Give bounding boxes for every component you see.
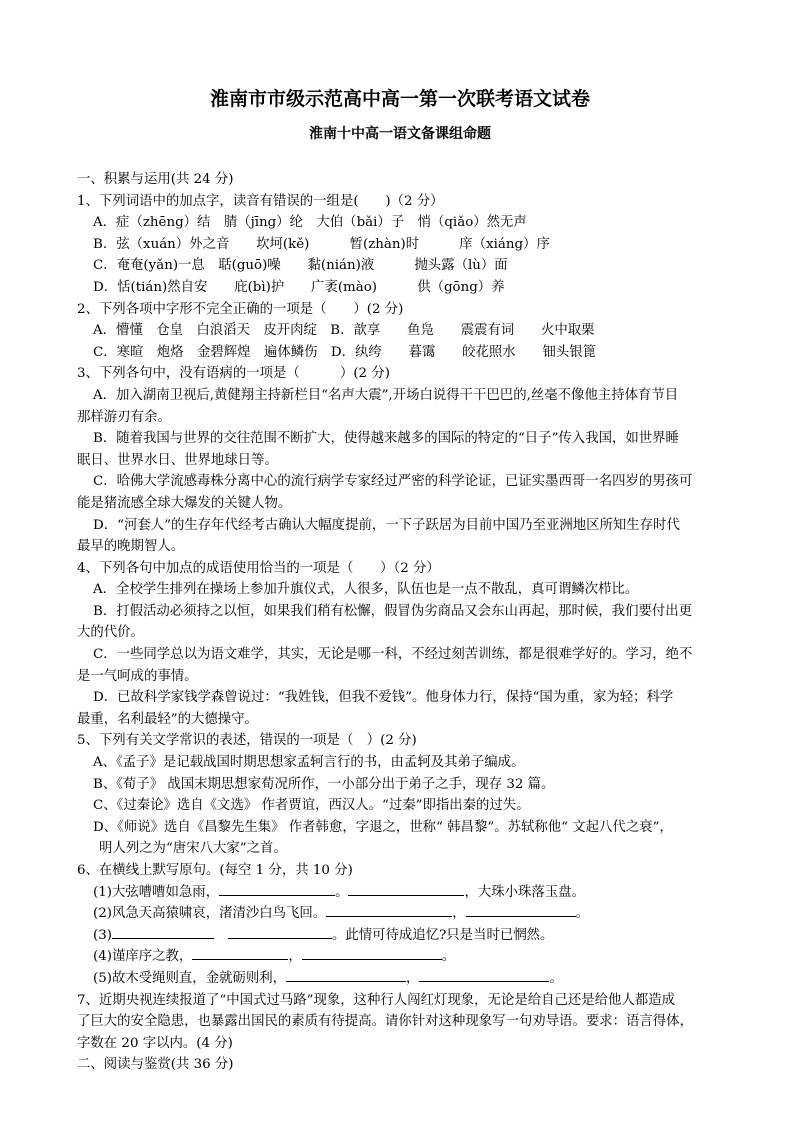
q6-line-5-text-c: 。	[549, 970, 563, 986]
q6-line-2-text-b: ，	[452, 906, 466, 922]
q7-line-2: 了巨大的安全隐患，也暴露出国民的素质有待提高。请你针对这种现象写一句劝导语。要求：语言得体，	[77, 1014, 693, 1030]
q6-blank-4[interactable]	[466, 903, 576, 917]
q6-line-5-text-b: ，	[406, 970, 420, 986]
q6-line-2-text-c: 。	[575, 906, 589, 922]
q4-option-c-cont: 是一气呵成的事情。	[77, 668, 198, 684]
q7-line-3: 字数在 20 字以内。(4 分)	[77, 1035, 233, 1051]
q6-line-1-text-c: ，大珠小珠落玉盘。	[464, 884, 585, 900]
q1-option-a: A．症（zhēng）结 腈（jīng）纶 大伯（bǎi）子 悄（qiǎo）然无声	[93, 215, 527, 231]
q2-options-cd: C．寒暄 炮烙 金碧辉煌 遍体鳞伤 D．纨绔 暮霭 皎花照水 钿头银篦	[93, 344, 597, 360]
q5-option-d-cont: 明人列之为“唐宋八大家”之首。	[99, 841, 287, 857]
exam-content	[77, 169, 727, 1076]
q6-line-2-text-a: (2)风急天高猿啸哀，渚清沙白鸟飞回。	[93, 906, 327, 922]
q6-blank-10[interactable]	[419, 968, 549, 982]
section-1-heading: 一、积累与运用(共 24 分)	[77, 172, 234, 187]
q4-stem: 4、下列各句中加点的成语使用恰当的一项是（ ）（2 分）	[77, 560, 440, 576]
q1-option-c: C．奄奄(yǎn)一息 聒(guō)噪 黏(nián)液 抛头露（lù）面	[93, 258, 508, 274]
q5-option-a: A、《孟子》是记载战国时期思想家孟轲言行的书，由孟轲及其弟子编成。	[93, 755, 525, 771]
q5-option-b: B、《荀子》 战国末期思想家荀况所作，一小部分出于弟子之手，现存 32 篇。	[93, 776, 555, 792]
q6-line-1-text-a: (1)大弦嘈嘈如急雨，	[93, 884, 220, 900]
exam-title: 淮南市市级示范高中高一第一次联考语文试卷	[209, 88, 590, 110]
exam-subtitle: 淮南十中高一语文备课组命题	[309, 126, 491, 142]
q6-line-3-text-a: (3)	[93, 927, 112, 943]
q6-blank-2[interactable]	[348, 882, 464, 896]
q4-option-d-cont: 最重，名利最轻”的大德操守。	[77, 711, 258, 727]
q6-line-3-text-b: 。此情可待成追忆?只是当时已惘然。	[331, 927, 554, 943]
q6-line-2	[77, 903, 727, 925]
q5-option-c: C、《过秦论》选自《文选》 作者贾谊，西汉人。“过秦”即指出秦的过失。	[93, 798, 530, 814]
q7-line-1: 7、近期央视连续报道了“中国式过马路”现象，这种行人闯红灯现象，无论是给自己还是给他人都造成	[77, 992, 676, 1008]
q6-stem: 6、在横线上默写原句。(每空 1 分，共 10 分)	[77, 863, 353, 878]
q3-stem: 3、下列各句中，没有语病的一项是（ ）(2 分)	[77, 366, 390, 382]
q6-line-1-text-b: 。	[335, 884, 349, 900]
q4-option-b-cont: 大的代价。	[77, 625, 144, 641]
q1-option-d: D．恬(tián)然自安 庇(bì)护 广袤(mào) 供（gōng）养	[93, 279, 505, 295]
q6-line-4-text-c: 。	[441, 949, 456, 965]
q6-line-3	[77, 925, 727, 947]
q1-option-b: B．弦（xuán）外之音 坎坷(kě) 暂(zhàn)时 庠（xiáng）序	[93, 236, 550, 252]
q6-blank-9[interactable]	[286, 968, 406, 982]
q5-stem: 5、下列有关文学常识的表述，错误的一项是（ ）(2 分)	[77, 733, 417, 749]
q4-option-c: C．一些同学总以为语文难学，其实，无论是哪一科，不经过刻苦训练，都是很难学好的。学习，绝不	[93, 647, 693, 663]
q6-blank-6[interactable]	[228, 925, 332, 939]
q6-blank-7[interactable]	[192, 946, 288, 960]
q3-option-b-cont: 眠日、世界水日、世界地球日等。	[77, 452, 278, 468]
q3-option-b: B．随着我国与世界的交往范围不断扩大，使得越来越多的国际的特定的“日子”传入我国，如世界睡	[93, 431, 679, 447]
q2-stem: 2、下列各项中字形不完全正确的一项是（ ）(2 分)	[77, 301, 404, 317]
q6-line-1	[77, 882, 727, 904]
q3-option-c: C．哈佛大学流感毒株分离中心的流行病学专家经过严密的科学论证，已证实墨西哥一名四岁的男孩可	[93, 474, 693, 490]
q4-option-b: B．打假活动必须持之以恒，如果我们稍有松懈，假冒伪劣商品又会东山再起，那时候，我们要付出更	[93, 603, 693, 619]
q3-option-a-cont: 那样游刃有余。	[77, 409, 171, 425]
q2-options-ab: A．懵懂 仓皇 白浪滔天 皮开肉绽 B．歆享 鱼凫 震震有词 火中取栗	[93, 323, 595, 339]
section-2-heading: 二、阅读与鉴赏(共 36 分)	[77, 1057, 234, 1073]
q6-line-4	[77, 946, 727, 968]
q1-stem: 1、下列词语中的加点字，读音有错误的一组是( )（2 分）	[77, 193, 444, 209]
q6-line-5	[77, 968, 727, 990]
q6-blank-8[interactable]	[302, 946, 442, 960]
q4-option-d: D．已故科学家钱学森曾说过：“我姓钱，但我不爱钱”。他身体力行，保持“国为重，家为轻；科学	[93, 690, 674, 706]
q6-blank-1[interactable]	[219, 882, 335, 896]
q3-option-c-cont: 能是猪流感全球大爆发的关键人物。	[77, 495, 292, 511]
q6-line-5-text-a: (5)故木受绳则直，金就砺则利，	[93, 970, 287, 986]
q3-option-d: D．“河套人”的生存年代经考古确认大幅度提前，一下子跃居为目前中国乃至亚洲地区所知生存时代	[93, 517, 680, 533]
q6-blank-3[interactable]	[326, 903, 452, 917]
q3-option-d-cont: 最早的晚期智人。	[77, 539, 185, 555]
q4-option-a: A．全校学生排列在操场上参加升旗仪式，人很多，队伍也是一点不散乱，真可谓鳞次栉比。	[93, 582, 639, 598]
q3-option-a: A．加入湖南卫视后,黄健翔主持新栏目“名声大震”,开场白说得干干巴巴的,丝毫不像他主持体育节目	[93, 387, 679, 403]
q6-line-4-text-b: ，	[288, 949, 302, 965]
q6-line-4-text-a: (4)谨庠序之教，	[93, 949, 193, 965]
q6-blank-5[interactable]	[112, 925, 214, 939]
q5-option-d: D、《师说》选自《昌黎先生集》 作者韩愈，字退之，世称“ 韩昌黎”。苏轼称他“ 文起八代之衰”，	[93, 819, 673, 835]
